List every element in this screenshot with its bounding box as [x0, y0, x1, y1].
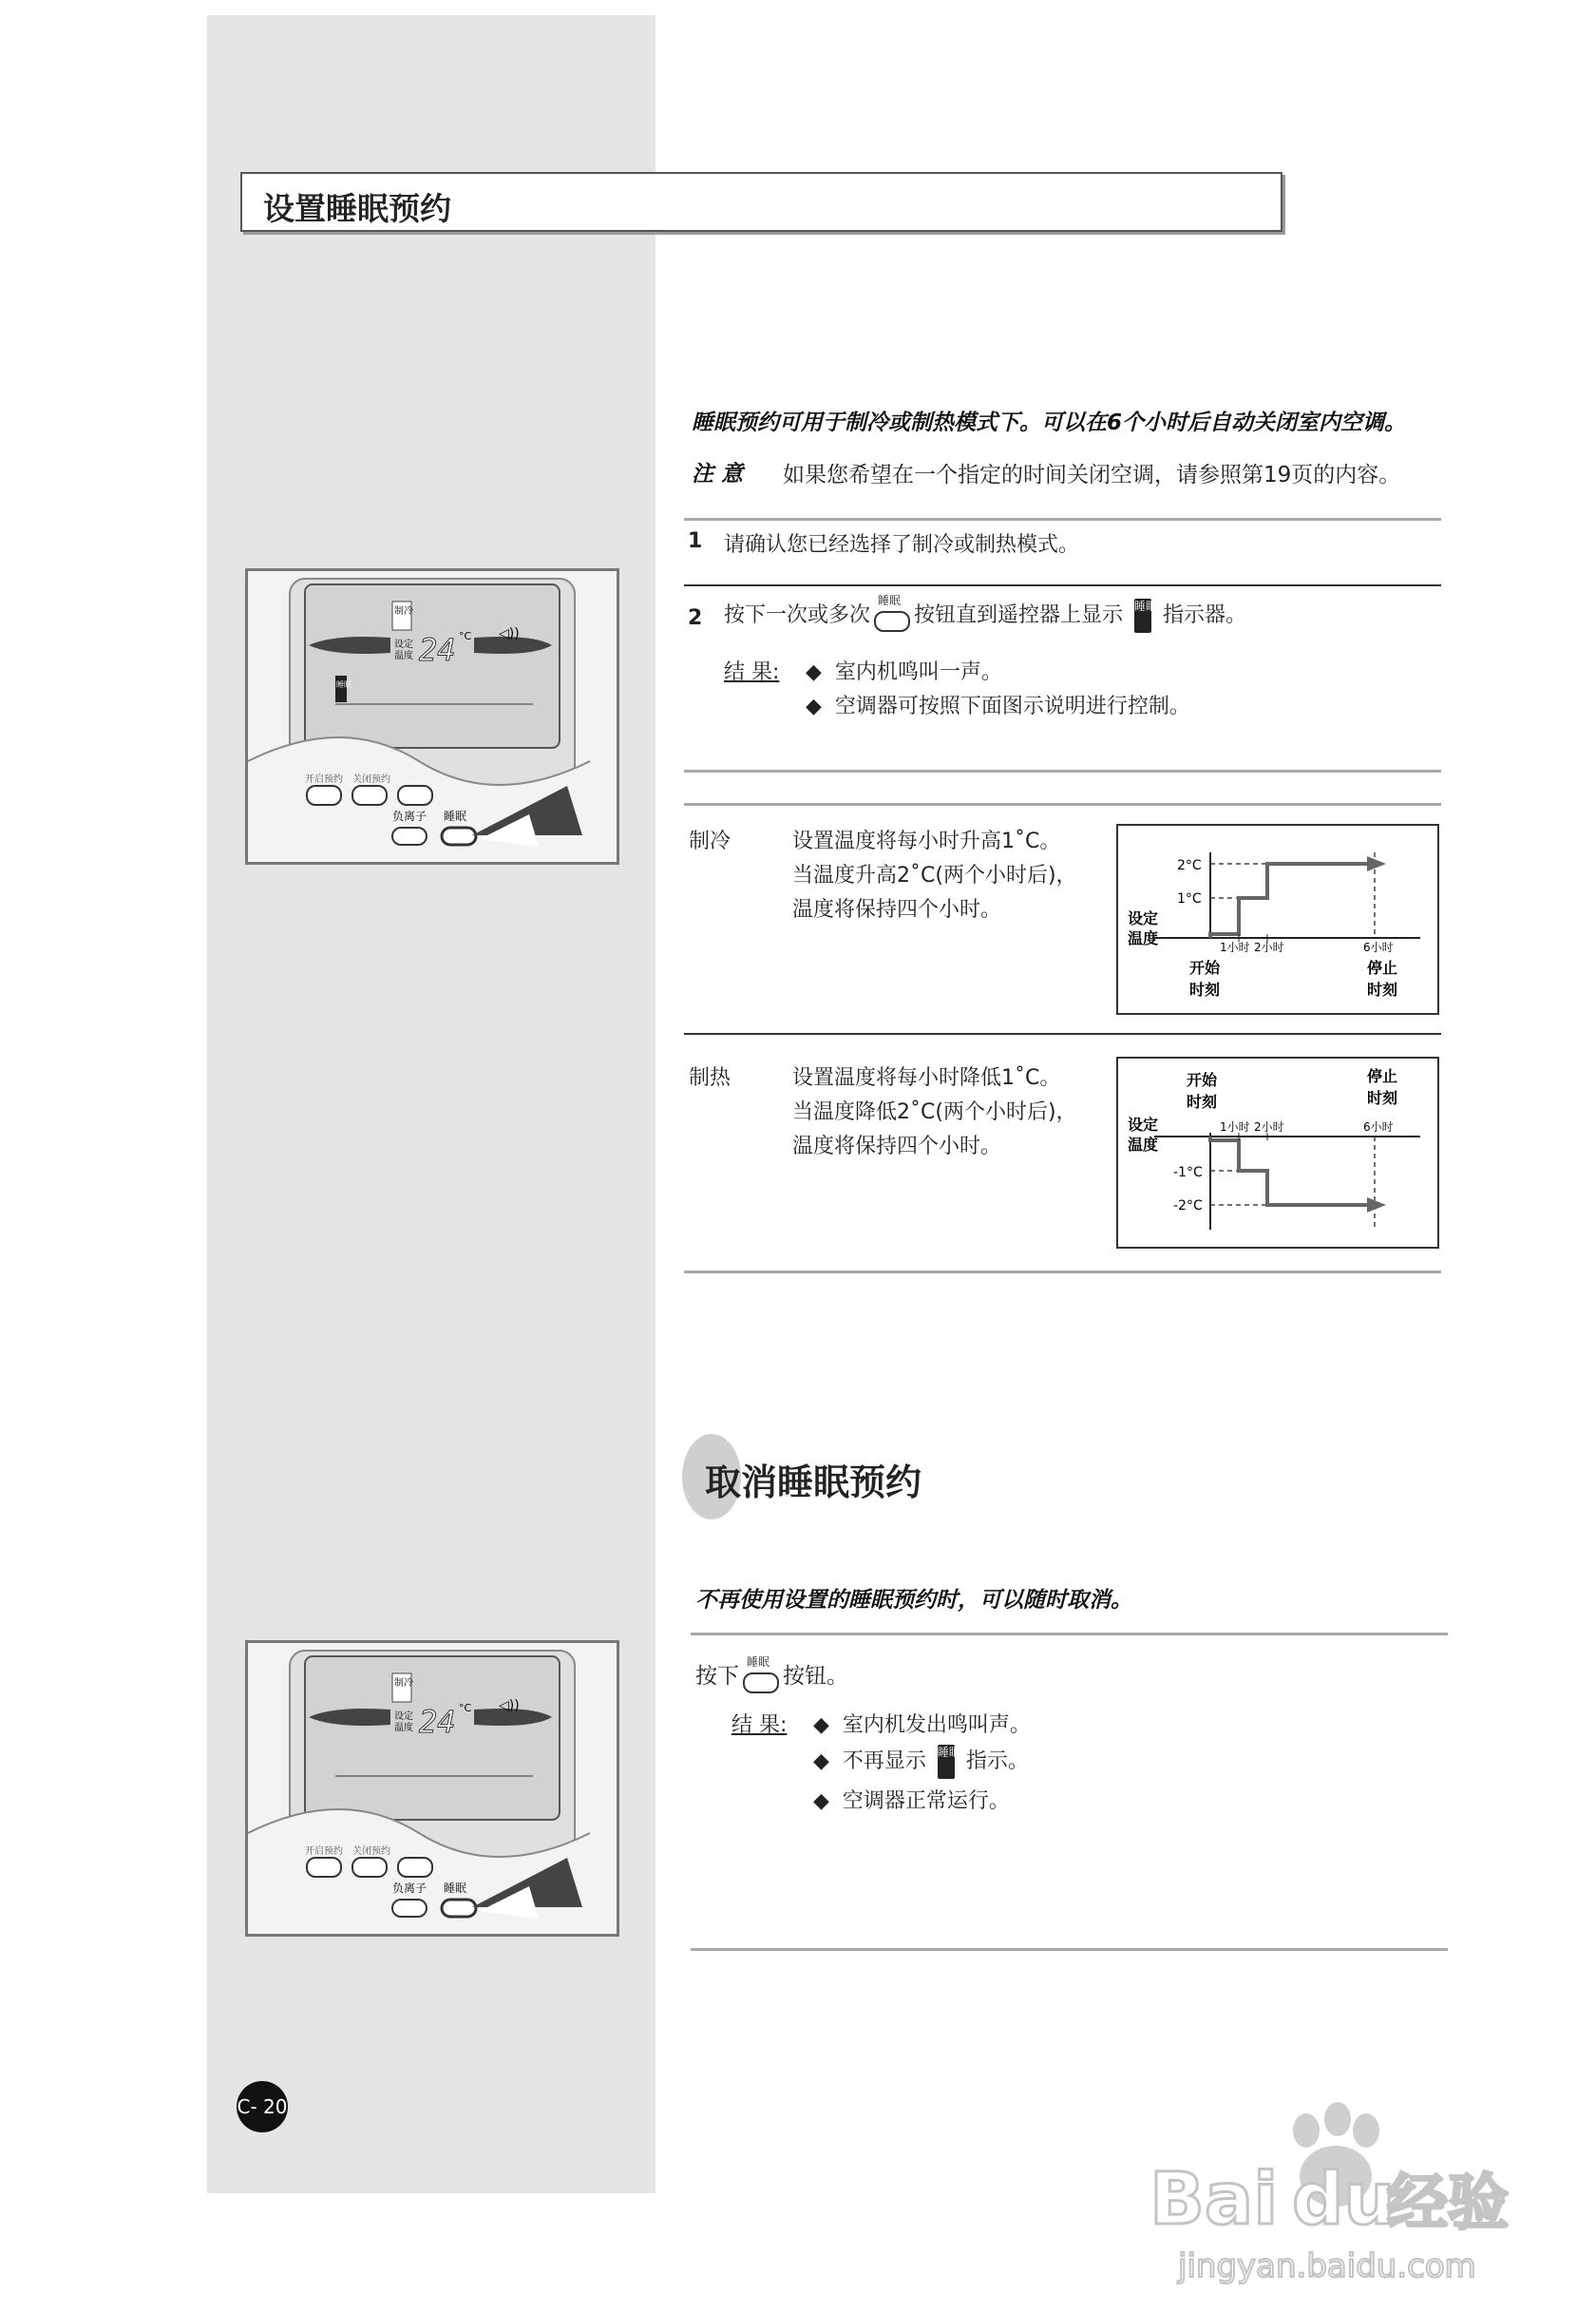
note-text: 如果您希望在一个指定的时间关闭空调，请参照第19页的内容。: [783, 463, 1401, 487]
sleep-button-icon: 睡眠: [743, 1672, 779, 1693]
heating-line: 温度将保持四个小时。: [792, 1135, 1002, 1158]
svg-text:设定: 设定: [394, 1711, 413, 1722]
y-tick-label: -2°C: [1173, 1198, 1203, 1213]
divider: [684, 518, 1441, 521]
result-label: 结 果:: [724, 660, 780, 684]
sleep-indicator-icon: 睡眠: [1134, 599, 1151, 633]
x-tick-label: 2小时: [1254, 1120, 1284, 1134]
sleep-button-highlight: [442, 828, 476, 845]
divider: [691, 1633, 1448, 1635]
svg-text:du: du: [1292, 2156, 1396, 2241]
svg-text:温度: 温度: [394, 651, 413, 661]
stop-label: 停止: [1367, 1067, 1398, 1085]
remote-temp: 24: [419, 632, 456, 668]
chart-series-line: [1210, 864, 1367, 938]
step-text: [724, 594, 1247, 633]
intro-text: 睡眠预约可用于制冷或制热模式下。可以在6个小时后自动关闭室内空调。: [692, 411, 1407, 435]
svg-text:温度: 温度: [394, 1723, 413, 1733]
cooling-label: 制冷: [689, 830, 732, 853]
x-tick-label: 6小时: [1363, 941, 1394, 954]
x-tick-label: 2小时: [1254, 941, 1284, 954]
svg-text:睡眠: 睡眠: [444, 1882, 467, 1895]
svg-text:睡眠: 睡眠: [336, 680, 352, 689]
chart-series-line: [1210, 1137, 1367, 1205]
divider: [684, 770, 1441, 773]
cooling-chart: [1116, 824, 1439, 1015]
cancel-intro: 不再使用设置的睡眠预约时，可以随时取消。: [695, 1588, 1132, 1613]
cooling-line: 设置温度将每小时升高1˚C。: [792, 830, 1061, 853]
result-label: 结 果:: [732, 1713, 788, 1737]
step-number: 2: [688, 606, 703, 630]
svg-text:开启预约: 开启预约: [305, 774, 343, 785]
result-item: ◆ 室内机发出鸣叫声。: [813, 1713, 1031, 1737]
step-text-post: 指示器。: [1163, 603, 1247, 627]
speaker-icon: ◁)): [499, 626, 520, 641]
step-text: 请确认您已经选择了制冷或制热模式。: [724, 533, 1080, 557]
svg-text:°C: °C: [459, 630, 472, 642]
svg-text:制冷: 制冷: [394, 1678, 413, 1689]
svg-text:开启预约: 开启预约: [305, 1846, 343, 1857]
stop-label: 停止: [1367, 959, 1398, 977]
divider: [684, 1033, 1441, 1035]
cooling-line: 当温度升高2˚C(两个小时后)，: [792, 864, 1077, 888]
result-item: ◆ 室内机鸣叫一声。: [806, 660, 1002, 684]
heating-chart: [1116, 1057, 1439, 1249]
sleep-button-icon: 睡眠: [874, 611, 910, 632]
start-label: 时刻: [1187, 1093, 1218, 1111]
x-tick-label: 1小时: [1220, 1120, 1250, 1134]
remote-illustration: [245, 1640, 619, 1937]
result-item: ◆ 不再显示 睡眠 指示。: [813, 1745, 1029, 1779]
note-label: 注 意: [692, 462, 744, 487]
heating-line: 当温度降低2˚C(两个小时后)，: [792, 1100, 1077, 1124]
divider: [684, 803, 1441, 806]
cancel-press-text: 按下 睡眠 按钮。: [695, 1658, 848, 1690]
divider: [684, 584, 1441, 586]
watermark: [1150, 2081, 1530, 2290]
page-title: 设置睡眠预约: [263, 190, 451, 227]
y-axis-label: 设定: [1128, 1116, 1159, 1134]
svg-text:关闭预约: 关闭预约: [352, 774, 390, 785]
y-axis-label: 设定: [1128, 909, 1159, 927]
stop-label: 时刻: [1367, 981, 1398, 999]
sleep-indicator-icon: 睡眠: [938, 1745, 955, 1779]
page-number: C- 20: [237, 2081, 288, 2132]
y-axis-label: 温度: [1128, 929, 1159, 947]
svg-text:睡眠: 睡眠: [444, 810, 467, 823]
stop-label: 时刻: [1367, 1089, 1398, 1107]
svg-text:°C: °C: [459, 1702, 472, 1714]
svg-text:制冷: 制冷: [394, 606, 413, 617]
x-tick-label: 1小时: [1220, 941, 1250, 954]
svg-text:负离子: 负离子: [392, 1882, 428, 1895]
result-item: ◆ 空调器可按照下面图示说明进行控制。: [806, 695, 1190, 718]
step-text-mid: 按钮直到遥控器上显示: [914, 603, 1124, 627]
start-label: 开始: [1187, 1071, 1218, 1089]
divider: [691, 1948, 1448, 1951]
start-label: 时刻: [1189, 981, 1221, 999]
svg-text:关闭预约: 关闭预约: [352, 1846, 390, 1857]
divider: [684, 1271, 1441, 1273]
sleep-button-highlight: [442, 1900, 476, 1917]
step-number: 1: [688, 529, 703, 553]
svg-text:负离子: 负离子: [392, 810, 428, 823]
svg-text:设定: 设定: [394, 640, 413, 650]
y-tick-label: 2°C: [1177, 858, 1202, 873]
y-tick-label: -1°C: [1173, 1165, 1203, 1180]
step-text-pre: 按下一次或多次: [724, 603, 871, 627]
chart-arrow-head: [1367, 1197, 1386, 1213]
heating-label: 制热: [689, 1066, 732, 1090]
remote-temp: 24: [419, 1704, 456, 1740]
page-title-box: [240, 172, 1282, 232]
speaker-icon: ◁)): [499, 1698, 520, 1713]
start-label: 开始: [1189, 959, 1221, 977]
result-item: ◆ 空调器正常运行。: [813, 1789, 1010, 1813]
cooling-line: 温度将保持四个小时。: [792, 898, 1002, 922]
x-tick-label: 6小时: [1363, 1120, 1394, 1134]
remote-illustration: [245, 568, 619, 865]
heating-line: 设置温度将每小时降低1˚C。: [792, 1066, 1061, 1090]
chart-arrow-head: [1367, 856, 1386, 871]
svg-text:经验: 经验: [1387, 2169, 1509, 2239]
svg-text:jingyan.baidu.com: jingyan.baidu.com: [1178, 2247, 1476, 2285]
y-axis-label: 温度: [1128, 1136, 1159, 1154]
y-tick-label: 1°C: [1177, 891, 1202, 907]
svg-text:Bai: Bai: [1150, 2156, 1279, 2241]
